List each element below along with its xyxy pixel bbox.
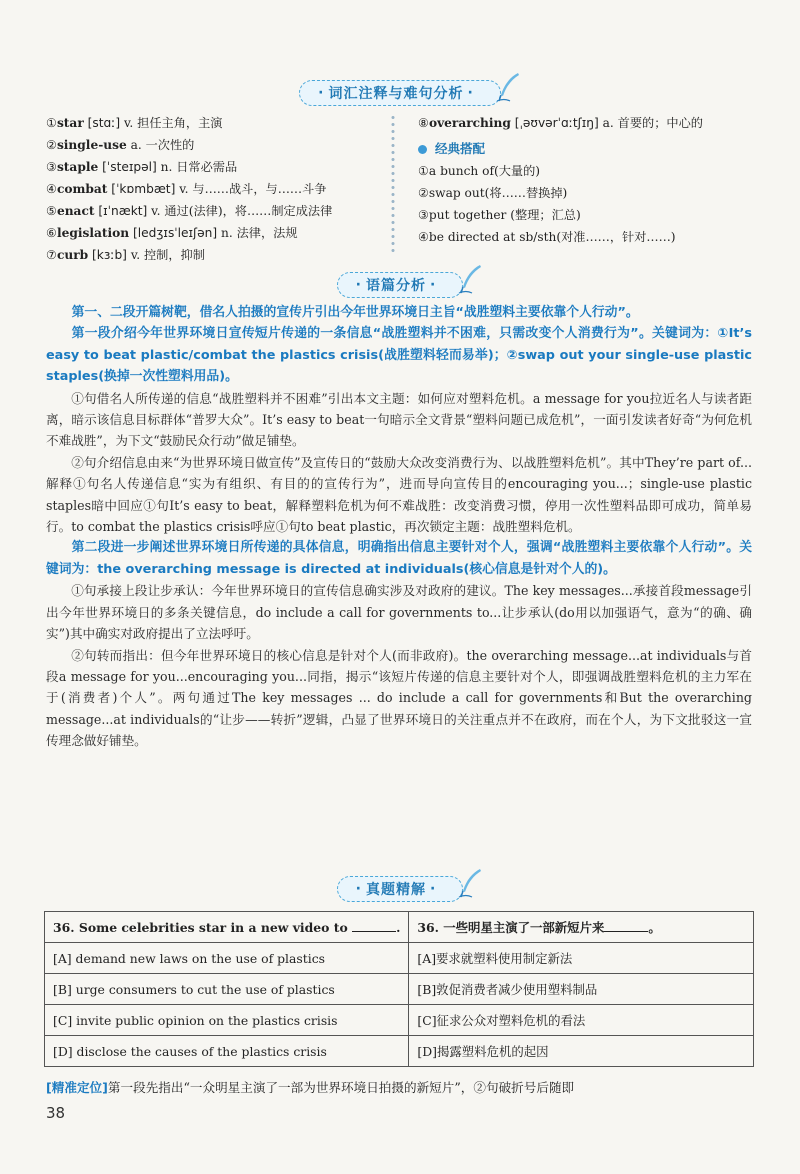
option-row [45, 1036, 754, 1067]
vocab-right-column [418, 112, 778, 248]
option-zh: [A]要求就塑料使用制定新法 [409, 943, 754, 974]
passage-section-banner [0, 272, 800, 298]
vocab-item: ④combat [ˈkɒmbæt] v. 与……战斗，与……斗争 [46, 182, 327, 196]
question-banner-pill: · 真题精解 · [337, 876, 464, 902]
paragraph-one-summary: 第一段介绍今年世界环境日宣传短片传递的一条信息“战胜塑料并不困难，只需改变个人消费行为”。关键词为：①It’s easy to beat plastic/combat the plastics crisis(战胜塑料轻而易举)；②swap out your single-use plastic staples(换掉一次性塑料用品)。 [46, 326, 752, 385]
vocab-item: ②single-use a. 一次性的 [46, 138, 195, 152]
question-section-banner [0, 876, 800, 902]
option-row [45, 1005, 754, 1036]
vocab-list [46, 112, 376, 266]
option-row [45, 943, 754, 974]
vocab-item: ⑥legislation [ledʒɪsˈleɪʃən] n. 法律，法规 [46, 226, 298, 240]
collocation-item: ①a bunch of(大量的) [418, 164, 541, 178]
option-zh: [D]揭露塑料危机的起因 [409, 1036, 754, 1067]
collocation-item: ②swap out(将……替换掉) [418, 186, 568, 200]
vocab-banner-pill: · 词汇注释与难句分析 · [299, 80, 501, 106]
dotted-divider [389, 114, 397, 254]
analysis-detail: ①句承接上段让步承认：今年世界环境日的宣传信息确实涉及对政府的建议。The key messages...承接首段message引出今年世界环境日的多条关键信息，do include a call for governments to...让步承认(do用以加强语气，意为“的确、确实”)其中确实对政府提出了立法呼吁。 [46, 583, 752, 642]
analysis-detail: ②句介绍信息由来“为世界环境日做宣传”及宣传日的“鼓励大众改变消费行为、以战胜塑料危机”。其中They’re part of...解释①句名人传递信息“实为有组织、有目的的宣传行为”，进而导向宣传目的encouraging you...；single-use plastic staples暗中回应①句It’s easy to beat，解释塑料危机为何不难战胜：改变消费习惯，停用一次性塑料品即可成功，简单易行。to combat the plastics crisis呼应①句to beat plastic，再次锁定主题：战胜塑料危机。 [46, 454, 752, 535]
vocab-block [46, 112, 766, 262]
precise-locate [46, 1077, 756, 1098]
option-row [45, 974, 754, 1005]
option-en: [B] urge consumers to cut the use of plastics [45, 974, 409, 1005]
analysis-summary: 第一、二段开篇树靶，借名人拍摄的宣传片引出今年世界环境日主旨“战胜塑料主要依靠个人行动”。 [71, 305, 639, 320]
bullet-icon [418, 145, 427, 154]
vocab-banner-title: 词汇注释与难句分析 [328, 86, 464, 102]
collocation-item: ③put together (整理；汇总) [418, 208, 581, 222]
question-stem-en: 36. Some celebrities star in a new video to . [45, 912, 409, 943]
quill-icon [496, 71, 522, 103]
vocab-item: ⑤enact [ɪˈnækt] v. 通过(法律)，将……制定成法律 [46, 204, 333, 218]
vocab-item: ⑧overarching [ˌəʊvərˈɑːtʃɪŋ] a. 首要的；中心的 [418, 116, 703, 130]
analysis-detail: ②句转而指出：但今年世界环境日的核心信息是针对个人(而非政府)。the overarching message...at individuals与首段a message for you...encouraging you...同指，揭示“该短片传递的信息主要针对个人，即强调战胜塑料危机的主力军在于(消费者)个人”。两句通过The key messages ... do include a call for governments和But the overarching message...at individuals的“让步——转折”逻辑，凸显了世界环境日的关注重点并不在政府，而在个人，为下文批驳这一宣传理念做好铺垫。 [46, 647, 752, 749]
vocab-section-banner [0, 80, 800, 106]
vocab-item: ③staple [ˈsteɪpəl] n. 日常必需品 [46, 160, 238, 174]
passage-banner-title: 语篇分析 [366, 278, 426, 294]
quill-icon [458, 263, 484, 295]
vocab-item: ①star [stɑː] v. 担任主角，主演 [46, 116, 223, 130]
question-stem-zh: 36. 一些明星主演了一部新短片来 。 [409, 912, 754, 943]
vocab-item: ⑦curb [kɜːb] v. 控制，抑制 [46, 248, 205, 262]
analysis-detail: ①句借名人所传递的信息“战胜塑料并不困难”引出本文主题：如何应对塑料危机。a message for you拉近名人与读者距离，暗示该信息目标群体“普罗大众”。It’s easy to beat一句暗示全文背景“塑料问题已成危机”，一面引发读者好奇“为何危机不难战胜”，为下文“鼓励民众行动”做足铺垫。 [46, 390, 752, 449]
passage-banner-pill: · 语篇分析 · [337, 272, 464, 298]
page-number: 38 [46, 1104, 66, 1122]
option-en: [D] disclose the causes of the plastics crisis [45, 1036, 409, 1067]
collocation-item: ④be directed at sb/sth(对准……，针对……) [418, 230, 676, 244]
passage-analysis [46, 302, 752, 752]
locate-text: 第一段先指出“一众明星主演了一部为世界环境日拍摄的新短片”，②句破折号后随即 [107, 1080, 575, 1095]
collocation-heading: 经典搭配 [418, 138, 778, 160]
question-table [44, 911, 754, 1067]
answer-blank [352, 919, 396, 932]
option-en: [A] demand new laws on the use of plastics [45, 943, 409, 974]
quill-icon [458, 867, 484, 899]
question-stem-row [45, 912, 754, 943]
locate-label: [精准定位] [46, 1080, 108, 1095]
question-banner-title: 真题精解 [366, 882, 426, 898]
answer-blank [604, 919, 648, 932]
paragraph-two-summary: 第二段进一步阐述世界环境日所传递的具体信息，明确指出信息主要针对个人，强调“战胜塑料主要依靠个人行动”。关键词为：the overarching message is directed at individuals(核心信息是针对个人的)。 [46, 540, 752, 577]
option-en: [C] invite public opinion on the plastics crisis [45, 1005, 409, 1036]
option-zh: [B]敦促消费者减少使用塑料制品 [409, 974, 754, 1005]
option-zh: [C]征求公众对塑料危机的看法 [409, 1005, 754, 1036]
